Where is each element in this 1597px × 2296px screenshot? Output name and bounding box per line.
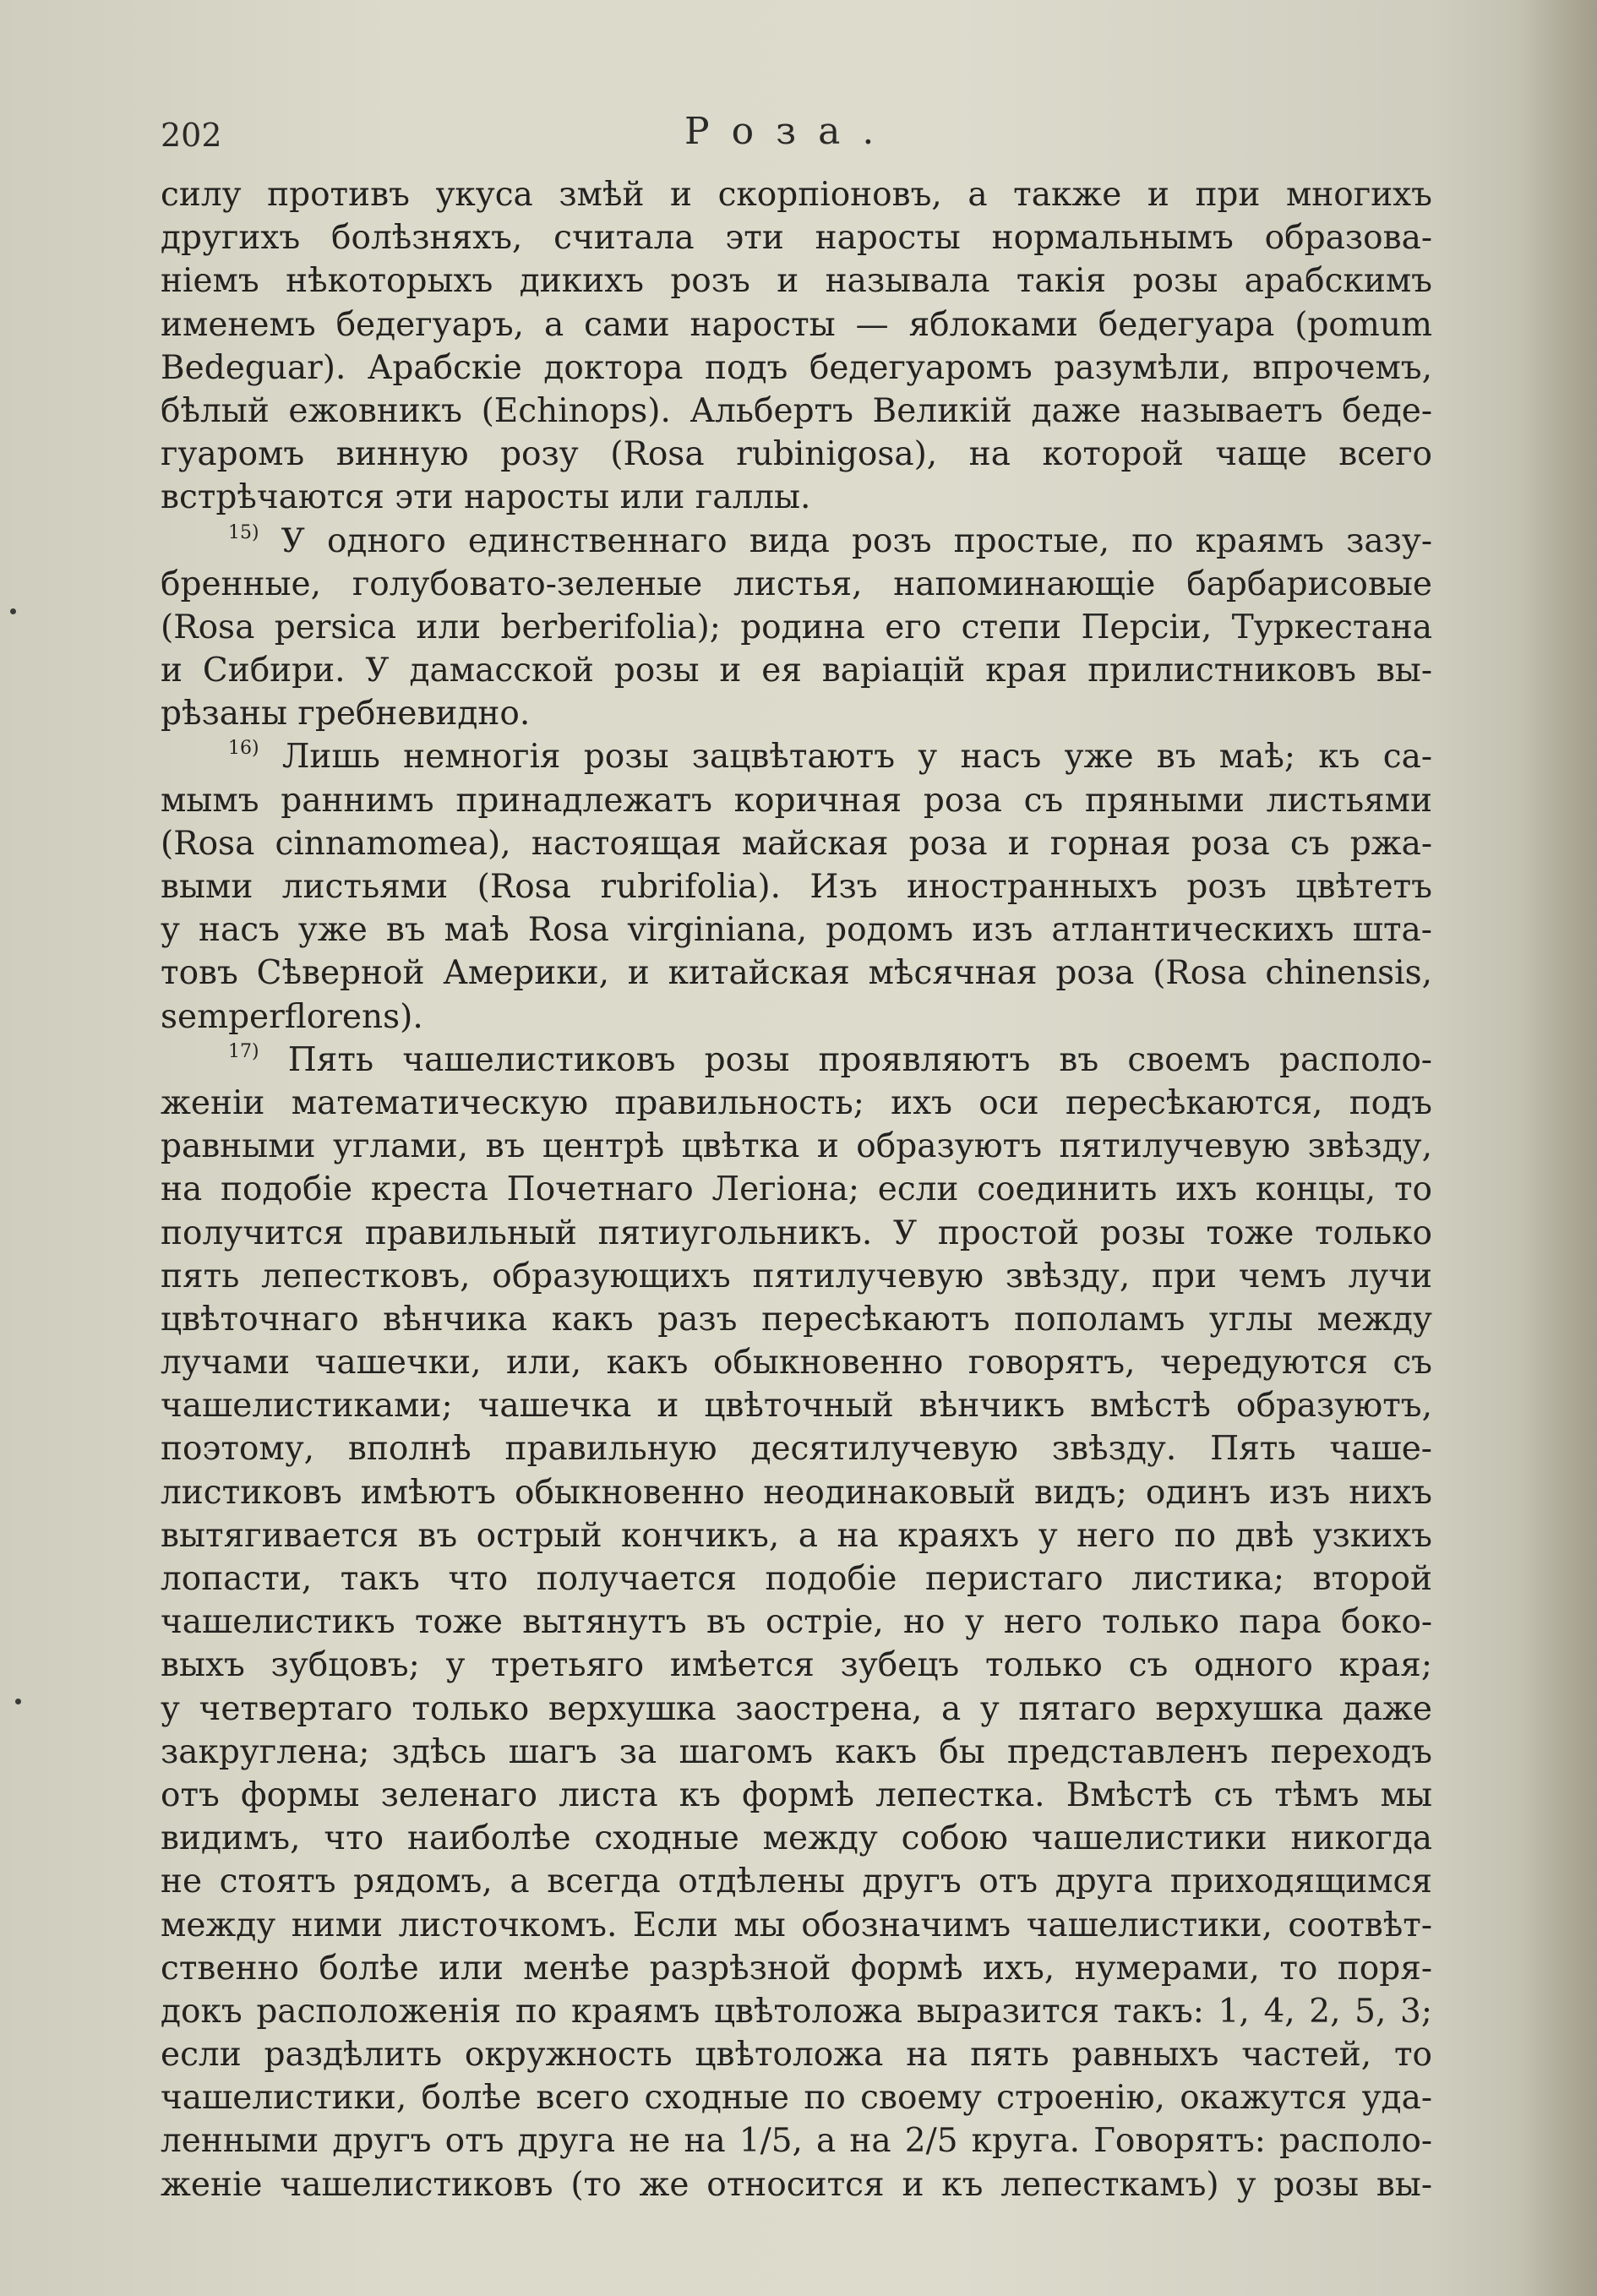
text-line: женіе чашелистиковъ (то же относится и къ лепесткамъ) у розы вы- xyxy=(161,2165,1432,2204)
footnote-16-first-line xyxy=(161,735,1432,778)
page-number: 202 xyxy=(161,117,222,154)
text-line: именемъ бедегуаръ, а сами наросты — яблоками бедегуара (pomum xyxy=(161,305,1432,344)
text-line: гуаромъ винную розу (Rosa rubinigosa), на которой чаще всего xyxy=(161,435,1432,474)
text-line: не стоятъ рядомъ, а всегда отдѣлены другъ отъ друга приходящимся xyxy=(161,1862,1432,1901)
text-line: чашелистики, болѣе всего сходные по своему строенію, окажутся уда- xyxy=(161,2079,1432,2118)
text-line: semperflorens). xyxy=(161,997,423,1036)
text-line: на подобіе креста Почетнаго Легіона; если соединить ихъ концы, то xyxy=(161,1170,1432,1209)
text-line: пять лепестковъ, образующихъ пятилучевую звѣзду, при чемъ лучи xyxy=(161,1257,1432,1295)
footnote-number: 16) xyxy=(228,738,259,760)
text-fragment: У одного единственнаго вида розъ простые, по краямъ зазу- xyxy=(281,521,1432,560)
page-gutter-shadow xyxy=(1521,0,1597,2296)
paper-speck xyxy=(10,608,16,614)
text-line: если раздѣлить окружность цвѣтоложа на пять равныхъ частей, то xyxy=(161,2036,1432,2075)
text-line: равными углами, въ центрѣ цвѣтка и образуютъ пятилучевую звѣзду, xyxy=(161,1127,1432,1166)
footnote-number: 15) xyxy=(228,521,259,543)
text-line: бѣлый ежовникъ (Echinops). Альбертъ Великій даже называетъ беде- xyxy=(161,391,1432,430)
text-fragment: Пять чашелистиковъ розы проявляютъ въ своемъ располо- xyxy=(287,1040,1432,1079)
text-line: листиковъ имѣютъ обыкновенно неодинаковый видъ; одинъ изъ нихъ xyxy=(161,1473,1432,1512)
footnote-17-first-line xyxy=(161,1039,1432,1082)
text-line: (Rosa cinnamomea), настоящая майская роза и горная роза съ ржа- xyxy=(161,824,1432,863)
footnote-15-first-line xyxy=(161,520,1432,563)
text-line: лучами чашечки, или, какъ обыкновенно говорятъ, чередуются съ xyxy=(161,1344,1432,1383)
text-line: цвѣточнаго вѣнчика какъ разъ пересѣкаютъ пополамъ углы между xyxy=(161,1300,1432,1339)
text-line: чашелистиками; чашечка и цвѣточный вѣнчикъ вмѣстѣ образуютъ, xyxy=(161,1387,1432,1426)
text-line: вытягивается въ острый кончикъ, а на краяхъ у него по двѣ узкихъ xyxy=(161,1516,1432,1555)
text-line: лопасти, такъ что получается подобіе перистаго листика; второй xyxy=(161,1560,1432,1598)
text-line: у четвертаго только верхушка заострена, а у пятаго верхушка даже xyxy=(161,1689,1432,1728)
text-line: ленными другъ отъ друга не на 1/5, а на 2/5 круга. Говорятъ: располо- xyxy=(161,2122,1432,2161)
text-line: получится правильный пятиугольникъ. У простой розы тоже только xyxy=(161,1213,1432,1252)
text-line: докъ расположенія по краямъ цвѣтоложа выразится такъ: 1, 4, 2, 5, 3; xyxy=(161,1992,1432,2031)
text-line: силу противъ укуса змѣй и скорпіоновъ, а также и при многихъ xyxy=(161,176,1432,214)
text-line: у насъ уже въ маѣ Rosa virginiana, родомъ изъ атлантическихъ шта- xyxy=(161,911,1432,950)
text-line: выми листьями (Rosa rubrifolia). Изъ иностранныхъ розъ цвѣтетъ xyxy=(161,868,1432,906)
text-line: другихъ болѣзняхъ, считала эти наросты нормальнымъ образова- xyxy=(161,219,1432,258)
text-fragment: Лишь немногія розы зацвѣтаютъ у насъ уже въ маѣ; къ са- xyxy=(281,738,1432,777)
page-header xyxy=(161,101,1428,161)
text-line: выхъ зубцовъ; у третьяго имѣется зубецъ только съ одного края; xyxy=(161,1646,1432,1685)
text-line: рѣзаны гребневидно. xyxy=(161,695,531,734)
text-line: мымъ раннимъ принадлежатъ коричная роза съ пряными листьями xyxy=(161,781,1432,820)
text-line: (Rosa persica или berberifolia); родина его степи Персіи, Туркестана xyxy=(161,608,1432,646)
text-line: Bedeguar). Арабскіе доктора подъ бедегуаромъ разумѣли, впрочемъ, xyxy=(161,348,1432,387)
text-line: бренные, голубовато-зеленые листья, напоминающіе барбарисовые xyxy=(161,564,1432,603)
paper-speck xyxy=(15,1699,21,1704)
text-line: закруглена; здѣсь шагъ за шагомъ какъ бы представленъ переходъ xyxy=(161,1732,1432,1771)
text-line: поэтому, вполнѣ правильную десятилучевую звѣзду. Пять чаше- xyxy=(161,1430,1432,1469)
text-line: ніемъ нѣкоторыхъ дикихъ розъ и называла такія розы арабскимъ xyxy=(161,262,1432,301)
text-line: товъ Сѣверной Америки, и китайская мѣсячная роза (Rosa chinensis, xyxy=(161,954,1432,993)
text-line: отъ формы зеленаго листа къ формѣ лепестка. Вмѣстѣ съ тѣмъ мы xyxy=(161,1775,1432,1814)
text-line: чашелистикъ тоже вытянутъ въ остріе, но у него только пара боко- xyxy=(161,1603,1432,1642)
text-line: встрѣчаются эти наросты или галлы. xyxy=(161,478,811,517)
text-line: и Сибири. У дамасской розы и ея варіацій края прилистниковъ вы- xyxy=(161,652,1432,690)
text-line: между ними листочкомъ. Если мы обозначимъ чашелистики, соотвѣт- xyxy=(161,1906,1432,1944)
text-line: женіи математическую правильность; ихъ оси пересѣкаются, подъ xyxy=(161,1083,1432,1122)
body-text xyxy=(161,173,1432,2206)
text-line: видимъ, что наиболѣе сходные между собою чашелистики никогда xyxy=(161,1819,1432,1858)
text-line: ственно болѣе или менѣе разрѣзной формѣ ихъ, нумерами, то поря- xyxy=(161,1949,1432,1988)
footnote-number: 17) xyxy=(228,1040,259,1062)
running-title: Роза. xyxy=(684,110,897,153)
